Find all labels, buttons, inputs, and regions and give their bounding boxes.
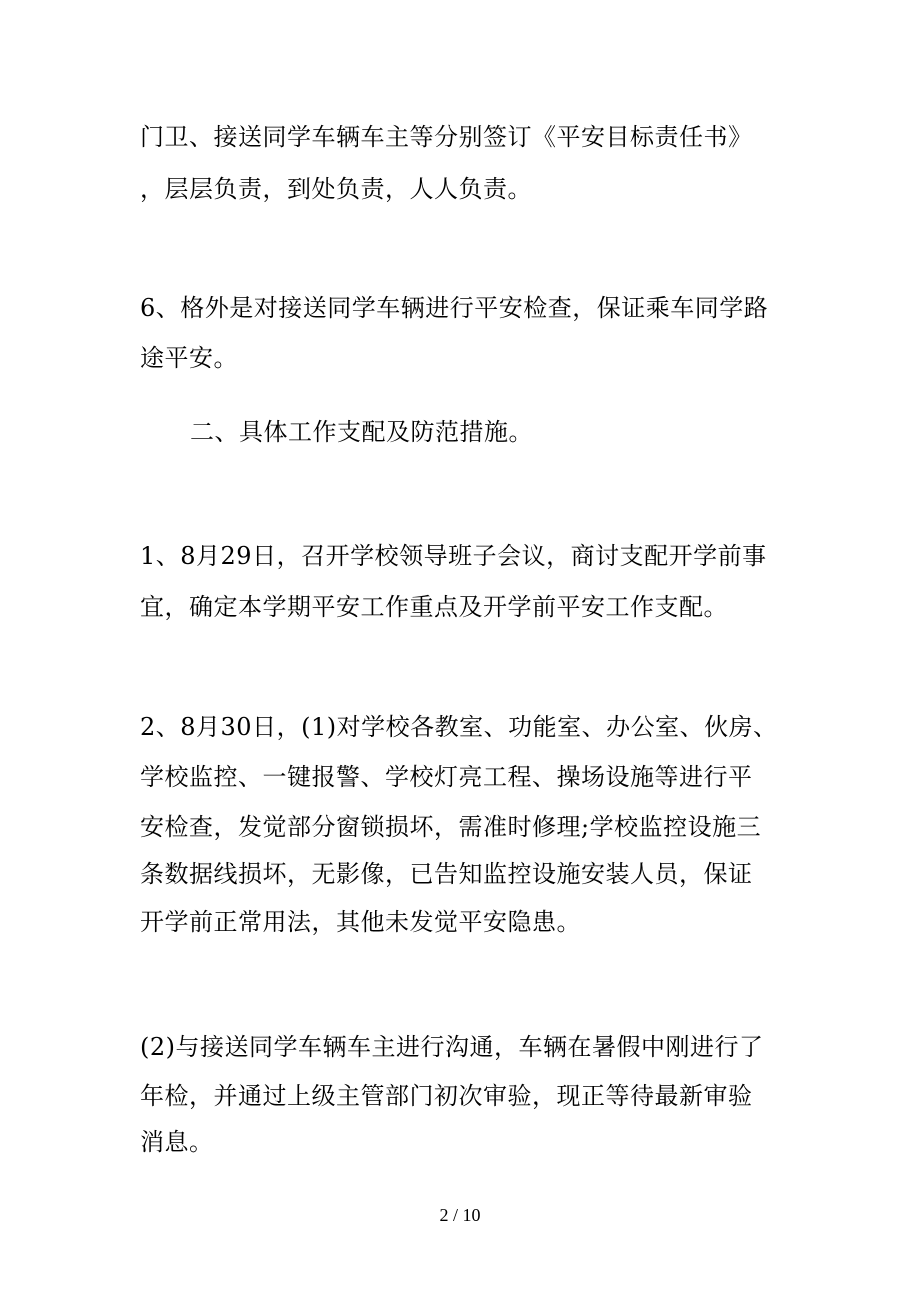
text-line: 1、8月29日，召开学校领导班子会议，商讨支配开学前事 (140, 542, 767, 570)
text-line: 门卫、接送同学车辆车主等分别签订《平安目标责任书》 (140, 123, 753, 151)
text-line: 途平安。 (140, 344, 238, 372)
text-line: 6、格外是对接送同学车辆进行平安检查，保证乘车同学路 (140, 294, 769, 322)
text-line: 条数据线损坏，无影像，已告知监控设施安装人员，保证 (140, 860, 753, 888)
section-heading: 二、具体工作支配及防范措施。 (190, 418, 533, 446)
text-line: ，层层负责，到处负责，人人负责。 (140, 175, 532, 203)
page-number: 2 / 10 (439, 1205, 481, 1225)
text-line: (2)与接送同学车辆车主进行沟通，车辆在暑假中刚进行了 (140, 1033, 764, 1061)
text-line: 年检，并通过上级主管部门初次审验，现正等待最新审验 (140, 1082, 753, 1110)
text-line: 开学前正常用法，其他未发觉平安隐患。 (140, 908, 581, 936)
text-line: 消息。 (140, 1128, 214, 1156)
text-line: 学校监控、一键报警、学校灯亮工程、操场设施等进行平 (140, 763, 753, 791)
text-line: 2、8月30日，(1)对学校各教室、功能室、办公室、伙房、 (140, 713, 778, 741)
text-line: 安检查，发觉部分窗锁损坏，需准时修理;学校监控设施三 (140, 813, 762, 841)
text-line: 宜，确定本学期平安工作重点及开学前平安工作支配。 (140, 593, 728, 621)
